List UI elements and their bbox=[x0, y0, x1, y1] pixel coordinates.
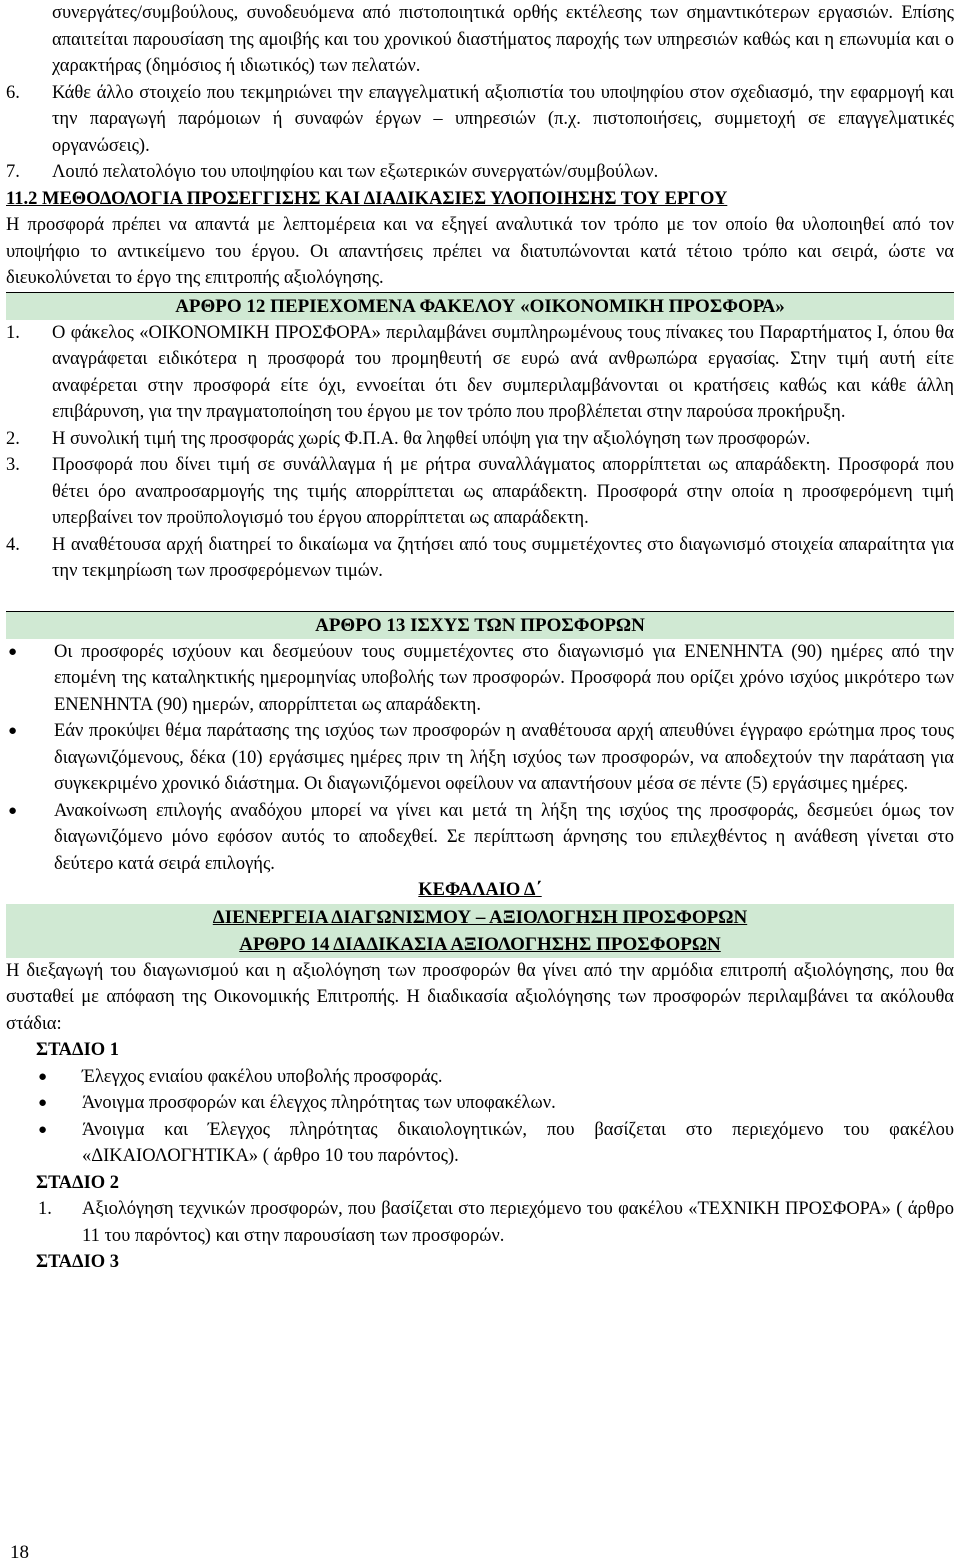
item-number: 1. bbox=[38, 1199, 52, 1219]
item-text: Κάθε άλλο στοιχείο που τεκμηριώνει την επαγγελματική αξιοπιστία του υποψηφίου στον σχεδιασμό, την εφαρμογή και την παραγωγή παρόμοιων ή συναφών έργων – υπηρεσιών (π.χ. πιστοποιήσεις, συμμετοχή σε επαγγελματικές οργανώσεις). bbox=[52, 82, 954, 156]
item-text: Η αναθέτουσα αρχή διατηρεί το δικαίωμα να ζητήσει από τους συμμετέχοντες στο διαγωνισμό στοιχεία απαραίτητα για την τεκμηρίωση των προσφερόμενων τιμών. bbox=[52, 534, 954, 581]
spacer bbox=[6, 585, 954, 611]
article-13-bullet-3 bbox=[6, 798, 954, 878]
bullet-text: Άνοιγμα και Έλεγχος πληρότητας δικαιολογητικών, που βασίζεται στο περιεχόμενο του φακέλου «ΔΙΚΑΙΟΛΟΓΗΤΙΚΑ» ( άρθρο 10 του παρόντος). bbox=[82, 1119, 954, 1166]
stage-1-label: ΣΤΑΔΙΟ 1 bbox=[36, 1040, 120, 1060]
article-12-title: ΑΡΘΡΟ 12 ΠΕΡΙΕΧΟΜΕΝΑ ΦΑΚΕΛΟΥ «ΟΙΚΟΝΟΜΙΚΗ ΠΡΟΣΦΟΡΑ» bbox=[6, 292, 954, 320]
item-number: 4. bbox=[6, 534, 20, 555]
bullet-icon: ● bbox=[8, 643, 18, 660]
paragraph-continuation: συνεργάτες/συμβούλους, συνοδευόμενα από πιστοποιητικά ορθής εκτέλεσης των σημαντικότερων εργασιών. Επίσης απαιτείται παρουσίαση της αμοιβής και του χρονικού διαστήματος παροχής των υπηρεσιών καθώς και η επωνυμία και ο χαρακτήρας (δημόσιος ή ιδιωτικός) των πελατών. bbox=[52, 3, 954, 76]
stage-2-item-1 bbox=[6, 1196, 954, 1249]
bullet-text: Ανακοίνωση επιλογής αναδόχου μπορεί να γίνει και μετά τη λήξη της ισχύος της προσφοράς, δεσμεύει όμως τον διαγωνιζόμενο μόνο εφόσον αυτός το αποδεχθεί. Σε περίπτωση άρνησης του επιλεχθέντος η ανάθεση γίνεται στο δεύτερο κατά σειρά επιλογής. bbox=[54, 800, 954, 874]
item-number: 2. bbox=[6, 428, 20, 449]
item-number: 3. bbox=[6, 455, 20, 475]
bullet-text: Οι προσφορές ισχύουν και δεσμεύουν τους συμμετέχοντες στο διαγωνισμό για ΕΝΕΝΗΝΤΑ (90) ημέρες από την επομένη της καταληκτικής ημερομηνίας υποβολής των προσφορών. Προσφορά που ορίζει χρόνο ισχύος μικρότερο των ΕΝΕΝΗΝΤΑ (90) ημερών, απορρίπτεται ως απαράδεκτη. bbox=[54, 641, 954, 715]
article-14-intro: Η διεξαγωγή του διαγωνισμού και η αξιολόγηση των προσφορών θα γίνει από την αρμόδια επιτροπή αξιολόγησης, που θα συσταθεί με απόφαση της Οικονομικής Επιτροπής. Η διαδικασία αξιολόγησης των προσφορών περιλαμβάνει τα ακόλουθα στάδια: bbox=[6, 960, 954, 1034]
article-14-title: ΑΡΘΡΟ 14 ΔΙΑΔΙΚΑΣΙΑ ΑΞΙΟΛΟΓΗΣΗΣ ΠΡΟΣΦΟΡΩΝ bbox=[6, 931, 954, 958]
list-item-7 bbox=[6, 159, 954, 186]
item-number: 1. bbox=[6, 322, 20, 343]
article-12-item-1 bbox=[6, 320, 954, 426]
item-text: Προσφορά που δίνει τιμή σε συνάλλαγμα ή με ρήτρα συναλλάγματος απορρίπτεται ως απαράδεκτη. Προσφορά που θέτει όρο αναπροσαρμογής της τιμής απορρίπτεται ως απαράδεκτη. Προσφορά στην οποία η προσφερόμενη τιμή υπερβαίνει τον προϋπολογισμό του έργου απορρίπτεται ως απαράδεκτη. bbox=[52, 455, 954, 528]
bullet-text: Άνοιγμα προσφορών και έλεγχος πληρότητας των υποφακέλων. bbox=[82, 1093, 556, 1113]
bullet-icon: ● bbox=[8, 802, 18, 819]
bullet-icon: ● bbox=[38, 1121, 48, 1138]
bullet-text: Έλεγχος ενιαίου φακέλου υποβολής προσφοράς. bbox=[82, 1066, 443, 1087]
stage-2-label: ΣΤΑΔΙΟ 2 bbox=[36, 1172, 120, 1193]
document-page bbox=[6, 0, 954, 1276]
stage-1-bullet-3 bbox=[6, 1117, 954, 1170]
section-11-2-text: Η προσφορά πρέπει να απαντά με λεπτομέρεια και να εξηγεί αναλυτικά τον τρόπο με τον οποίο θα υλοποιηθεί από τον υποψήφιο το αντικείμενο του έργου. Οι απαντήσεις πρέπει να διατυπώνονται κατά τέτοιο τρόπο και σειρά, ώστε να διευκολύνεται το έργο της επιτροπής αξιολόγησης. bbox=[6, 215, 954, 288]
stage-3-label: ΣΤΑΔΙΟ 3 bbox=[36, 1252, 120, 1272]
bullet-text: Εάν προκύψει θέμα παράτασης της ισχύος των προσφορών η αναθέτουσα αρχή απευθύνει έγγραφο ερώτημα προς τους διαγωνιζόμενους, δέκα (10) εργάσιμες ημέρες πριν τη λήξη ισχύος των προσφορών, να αποδεχτούν την παράταση για συγκεκριμένο χρονικό διάστημα. Οι διαγωνιζόμενοι οφείλουν να απαντήσουν μέσα σε πέντε (5) εργάσιμες ημέρες. bbox=[54, 721, 954, 794]
bullet-icon: ● bbox=[38, 1068, 48, 1085]
bullet-icon: ● bbox=[38, 1095, 48, 1111]
stage-1-bullet-1 bbox=[6, 1064, 954, 1091]
article-13-bullet-1 bbox=[6, 639, 954, 719]
bullet-icon: ● bbox=[8, 723, 18, 739]
item-text: Η συνολική τιμή της προσφοράς χωρίς Φ.Π.Α. θα ληφθεί υπόψη για την αξιολόγηση των προσφορών. bbox=[52, 428, 811, 449]
article-13-bullet-2 bbox=[6, 718, 954, 798]
stage-1-bullet-2 bbox=[6, 1090, 954, 1117]
article-12-item-4 bbox=[6, 532, 954, 585]
item-text: Αξιολόγηση τεχνικών προσφορών, που βασίζεται στο περιεχόμενο του φακέλου «ΤΕΧΝΙΚΗ ΠΡΟΣΦΟΡΑ» ( άρθρο 11 του παρόντος) και στην παρουσίαση των προσφορών. bbox=[82, 1199, 954, 1246]
item-text: Λοιπό πελατολόγιο του υποψηφίου και των εξωτερικών συνεργατών/συμβούλων. bbox=[52, 162, 659, 182]
article-13-title: ΑΡΘΡΟ 13 ΙΣΧΥΣ ΤΩΝ ΠΡΟΣΦΟΡΩΝ bbox=[6, 611, 954, 639]
article-12-item-3 bbox=[6, 452, 954, 532]
article-12-item-2 bbox=[6, 426, 954, 453]
chapter-title: ΚΕΦΑΛΑΙΟ Δ΄ bbox=[418, 880, 542, 900]
section-11-2-heading: 11.2 ΜΕΘΟΔΟΛΟΓΙΑ ΠΡΟΣΕΓΓΙΣΗΣ ΚΑΙ ΔΙΑΔΙΚΑΣΙΕΣ ΥΛΟΠΟΙΗΣΗΣ ΤΟΥ ΕΡΓΟΥ bbox=[6, 188, 728, 209]
page-number: 18 bbox=[10, 1542, 29, 1563]
item-number: 7. bbox=[6, 162, 20, 182]
chapter-subtitle: ΔΙΕΝΕΡΓΕΙΑ ΔΙΑΓΩΝΙΣΜΟΥ – ΑΞΙΟΛΟΓΗΣΗ ΠΡΟΣΦΟΡΩΝ bbox=[6, 904, 954, 931]
list-item-6 bbox=[6, 80, 954, 160]
item-number: 6. bbox=[6, 82, 20, 103]
item-text: Ο φάκελος «ΟΙΚΟΝΟΜΙΚΗ ΠΡΟΣΦΟΡΑ» περιλαμβάνει συμπληρωμένους τους πίνακες του Παραρτήματος Ι, όπου θα αναγράφεται ειδικότερα η προσφορά του προμηθευτή σε ευρώ ανά ανθρωπώρα εργασίας. Στην τιμή αυτή είτε αναφέρεται στην προσφορά είτε όχι, εννοείται ότι δεν συμπεριλαμβάνονται οι κρατήσεις καθώς και κάθε άλλη επιβάρυνση, για την πραγματοποίηση του έργου με τον τρόπο που προβλέπεται στην παρούσα προκήρυξη. bbox=[52, 322, 954, 422]
